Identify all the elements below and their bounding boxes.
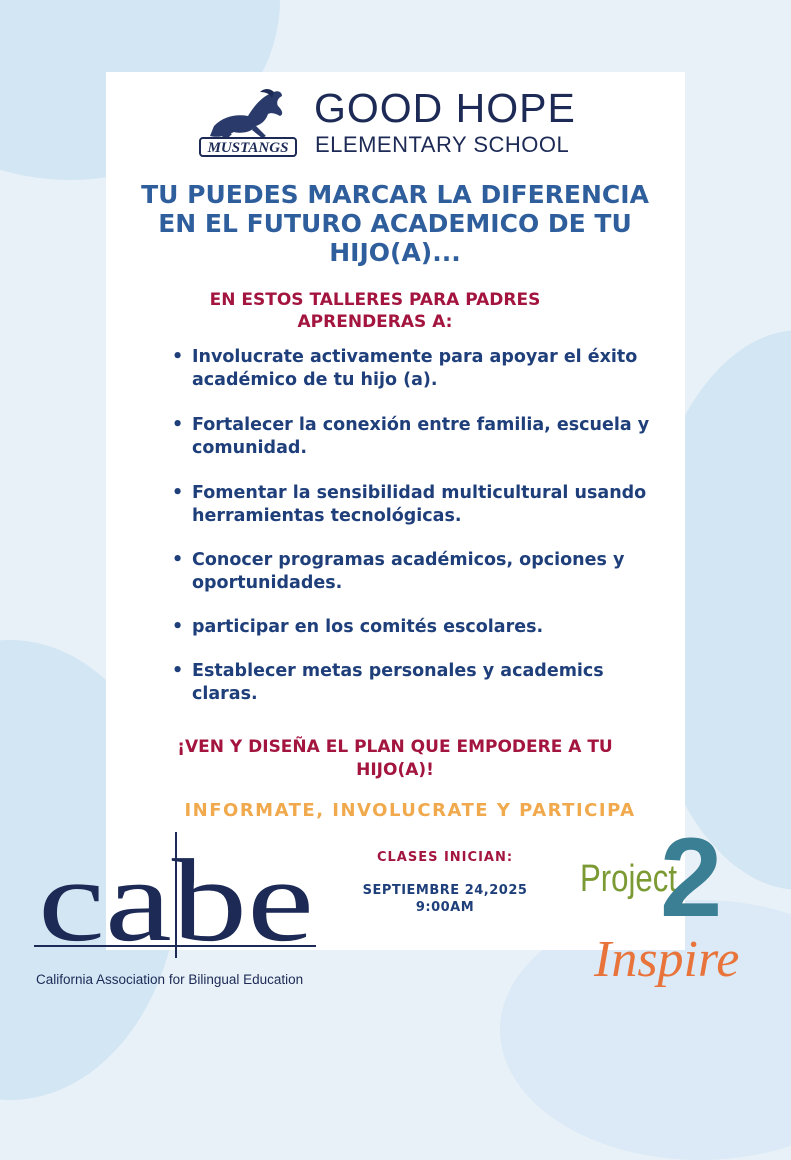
headline: TU PUEDES MARCAR LA DIFERENCIA EN EL FUTURO ACADEMICO DE TU HIJO(A)... [141,180,649,267]
list-item: • Conocer programas académicos, opciones y oportunidades. [170,549,670,595]
cabe-logo [30,832,330,962]
workshop-subheading: EN ESTOS TALLERES PARA PADRES APRENDERAS A: [209,290,541,332]
mustang-logo [196,86,300,158]
classes-schedule [340,882,550,916]
tagline: INFORMATE, INVOLUCRATE Y PARTICIPA [184,800,636,821]
list-item: • Establecer metas personales y academics claras. [170,660,670,706]
cabe-wordmark: cabe [38,835,314,962]
inspire-word: Inspire [594,931,740,988]
school-subtitle: ELEMENTARY SCHOOL [315,132,570,157]
list-item: • Fomentar la sensibilidad multicultural usando herramientas tecnológicas. [170,482,670,528]
list-item: • participar en los comités escolares. [170,616,670,639]
project-number: 2 [660,815,723,940]
cabe-caption: California Association for Bilingual Education [36,972,304,987]
list-item: • Involucrate activamente para apoyar el éxito académico de tu hijo (a). [170,346,670,392]
school-name: GOOD HOPE [314,85,576,131]
list-item: • Fortalecer la conexión entre familia, escuela y comunidad. [170,414,670,460]
call-to-action: ¡VEN Y DISEÑA EL PLAN QUE EMPODERE A TU HIJO(A)! [177,737,613,780]
classes-date: SEPTIEMBRE 24,2025 [362,883,528,898]
classes-time: 9:00AM [415,900,475,915]
project-word: Project [580,858,677,900]
classes-start-label: CLASES INICIAN: [376,850,514,865]
mascot-wordmark: MUSTANGS [207,140,289,156]
